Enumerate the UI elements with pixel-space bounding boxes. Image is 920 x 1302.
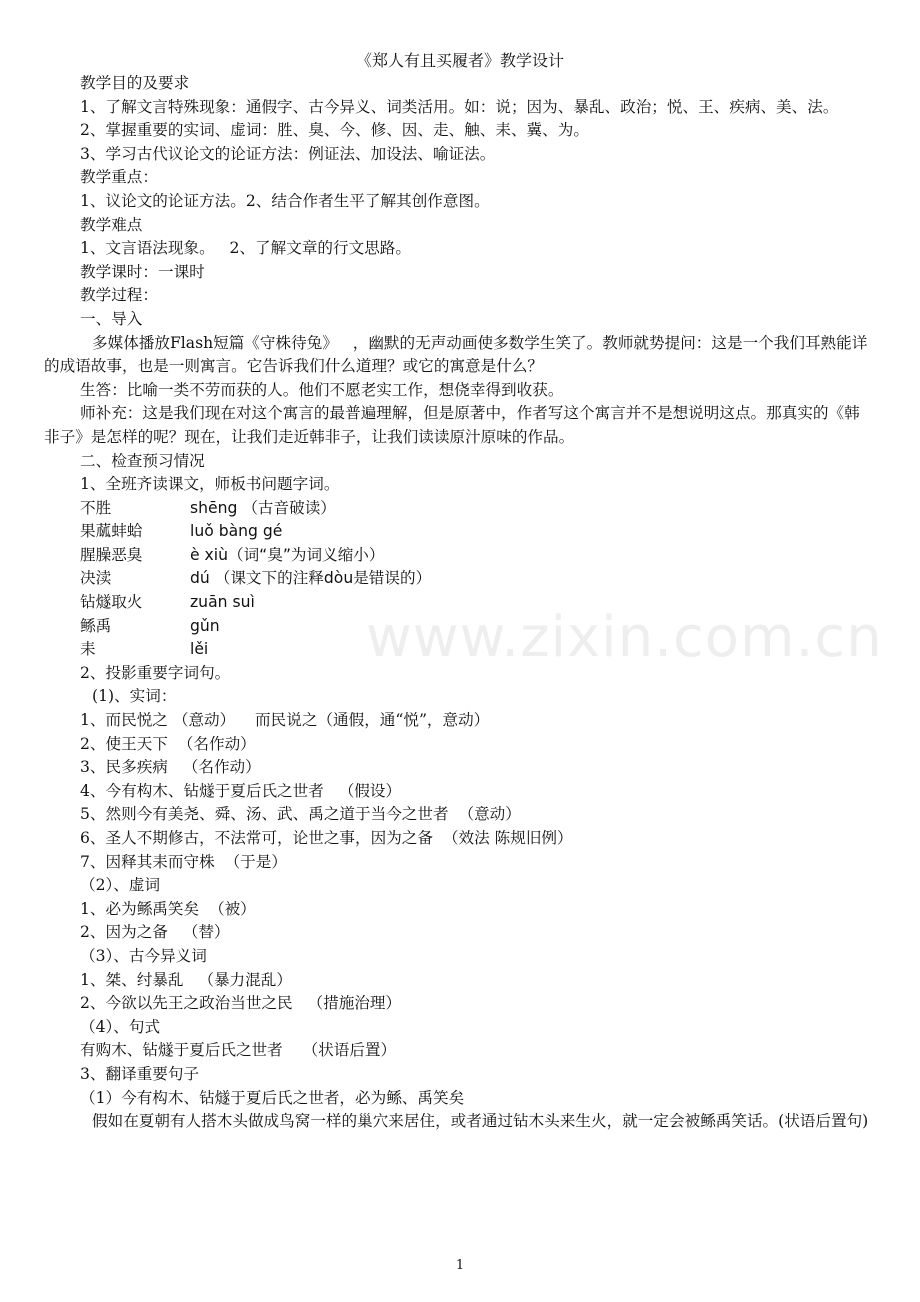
vocab-word: 腥臊恶臭 bbox=[80, 545, 143, 564]
vocab-row bbox=[44, 638, 870, 662]
vocab-pinyin: lěi bbox=[190, 640, 209, 659]
vocab-word: 耒 bbox=[80, 640, 96, 659]
vocab-word: 果蓏蚌蛤 bbox=[80, 522, 143, 541]
vocab-row bbox=[44, 520, 870, 544]
paragraph: 假如在夏朝有人搭木头做成鸟窝一样的巢穴来居住，或者通过钻木头来生火，就一定会被鲧禹笑话。(状语后置句) bbox=[92, 1112, 869, 1131]
vocab-row bbox=[44, 567, 870, 591]
paragraph: 1、全班齐读课文，师板书问题字词。 bbox=[80, 475, 340, 494]
document-title: 《郑人有且买履者》教学设计 bbox=[355, 51, 564, 70]
paragraph: 师补充：这是我们现在对这个寓言的最普遍理解，但是原著中，作者写这个寓言并不是想说明这点。那真实的《韩非子》是怎样的呢？现在，让我们走近韩非子，让我们读读原汁原味的作品。 bbox=[44, 404, 860, 446]
paragraph: 多媒体播放Flash短篇《守株待兔》 ，幽默的无声动画使多数学生笑了。教师就势提问：这是一个我们耳熟能详的成语故事，也是一则寓言。它告诉我们什么道理？或它的寓意是什么？ bbox=[44, 333, 868, 376]
paragraph: 二、检查预习情况 bbox=[80, 451, 205, 470]
paragraph: 1、议论文的论证方法。2、结合作者生平了解其创作意图。 bbox=[80, 191, 490, 210]
vocab-row bbox=[44, 615, 870, 639]
paragraph: 6、圣人不期修古，不法常可，论世之事，因为之备 （效法 陈规旧例） bbox=[80, 829, 573, 847]
vocab-pinyin: dú （课文下的注释dòu是错误的） bbox=[190, 569, 432, 588]
paragraph: 有购木、钻燧于夏后氏之世者 （状语后置） bbox=[80, 1041, 397, 1060]
document-body bbox=[44, 72, 870, 1134]
paragraph: 2、投影重要字词句。 bbox=[80, 663, 231, 682]
paragraph: 2、因为之备 （替） bbox=[80, 923, 230, 942]
watermark: www.zixin.com.cn bbox=[366, 605, 883, 670]
paragraph: 1、了解文言特殊现象：通假字、古今异义、词类活用。如：说；因为、暴乱、政治；悦、王、疾病、美、法。 bbox=[80, 97, 839, 116]
paragraph: 教学目的及要求 bbox=[80, 74, 190, 92]
vocab-pinyin: è xiù（词“臭”为词义缩小） bbox=[190, 545, 385, 564]
paragraph: 教学课时：一课时 bbox=[80, 262, 205, 281]
paragraph: 1、桀、纣暴乱 （暴力混乱） bbox=[80, 970, 292, 989]
paragraph: 2、今欲以先王之政治当世之民 （措施治理） bbox=[80, 994, 402, 1013]
paragraph: 3、翻译重要句子 bbox=[80, 1064, 200, 1083]
vocab-pinyin: gǔn bbox=[190, 616, 220, 635]
study-section bbox=[44, 662, 870, 1134]
page-number: 1 bbox=[455, 1258, 465, 1273]
paragraph: 7、因释其耒而守株 （于是） bbox=[80, 852, 287, 871]
vocab-word: 钻燧取火 bbox=[80, 593, 143, 612]
vocab-pinyin: shēng （古音破读） bbox=[190, 498, 336, 517]
paragraph: 2、使王天下 （名作动） bbox=[80, 734, 256, 753]
paragraph: 3、民多疾病 （名作动） bbox=[80, 758, 261, 777]
paragraph: （1）今有构木、钻燧于夏后氏之世者，必为鲧、禹笑矣 bbox=[80, 1088, 465, 1107]
intro-section bbox=[44, 72, 870, 497]
paragraph: 教学过程： bbox=[80, 286, 158, 305]
vocab-pinyin: zuān suì bbox=[190, 593, 255, 612]
paragraph: （4）、句式 bbox=[80, 1017, 161, 1036]
vocab-row bbox=[44, 591, 870, 615]
paragraph: 一、导入 bbox=[80, 309, 143, 328]
paragraph: 5、然则今有美尧、舜、汤、武、禹之道于当今之世者 （意动） bbox=[80, 805, 521, 824]
vocab-list bbox=[44, 497, 870, 662]
vocab-row bbox=[44, 544, 870, 568]
paragraph: 1、而民悦之 （意动） 而民说之（通假，通“悦”，意动） bbox=[80, 711, 490, 730]
vocab-word: 不胜 bbox=[80, 498, 112, 517]
paragraph: 4、今有构木、钻燧于夏后氏之世者 （假设） bbox=[80, 781, 402, 800]
paragraph: 生答：比喻一类不劳而获的人。他们不愿老实工作，想侥幸得到收获。 bbox=[80, 380, 564, 399]
paragraph: （3）、古今异义词 bbox=[80, 946, 207, 965]
vocab-row bbox=[44, 497, 870, 521]
paragraph: 3、学习古代议论文的论证方法：例证法、加设法、喻证法。 bbox=[80, 144, 496, 163]
vocab-pinyin: luǒ bàng gé bbox=[190, 522, 283, 541]
paragraph: 教学重点： bbox=[80, 168, 158, 187]
paragraph: 1、文言语法现象。 2、了解文章的行文思路。 bbox=[80, 239, 411, 258]
paragraph: （2）、虚词 bbox=[80, 876, 161, 895]
paragraph: (1)、实词： bbox=[92, 687, 177, 706]
paragraph: 教学难点 bbox=[80, 215, 143, 234]
vocab-word: 决渎 bbox=[80, 569, 112, 588]
vocab-word: 鲧禹 bbox=[80, 616, 112, 635]
paragraph: 1、必为鲧禹笑矣 （被） bbox=[80, 899, 256, 918]
paragraph: 2、掌握重要的实词、虚词：胜、臭、今、修、因、走、触、耒、冀、为。 bbox=[80, 121, 589, 140]
